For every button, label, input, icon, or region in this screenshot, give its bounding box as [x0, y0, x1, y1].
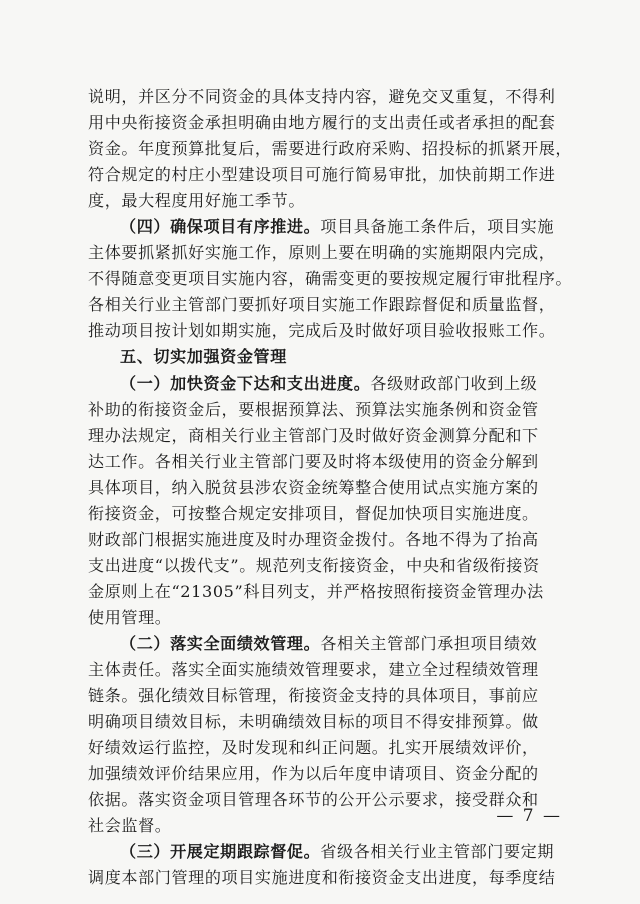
body-text: 各相关行业主管部门要抓好项目实施工作跟踪督促和质量监督， [88, 295, 556, 315]
text-line [88, 344, 586, 370]
body-text: 明确项目绩效目标，未明确绩效目标的项目不得安排预算。做 [88, 712, 539, 732]
body-text: 符合规定的村庄小型建设项目可施行简易审批，加快前期工作进 [88, 165, 556, 185]
text-line [88, 162, 586, 188]
body-text: 各相关主管部门承担项目绩效 [320, 633, 538, 653]
body-text: 社会监督。 [88, 816, 172, 836]
text-line [88, 839, 586, 865]
subsection-title: （一）加快资金下达和支出进度。 [120, 373, 371, 393]
body-text: 主体要抓紧抓好实施工作，原则上要在明确的实施期限内完成， [88, 243, 556, 263]
body-text: 具体项目，纳入脱贫县涉农资金统筹整合使用试点实施方案的 [88, 477, 539, 497]
subsection-title: （四）确保项目有序推进。 [120, 217, 321, 237]
text-line [88, 605, 586, 631]
text-line [88, 371, 586, 397]
text-line [88, 214, 586, 240]
text-line [88, 631, 586, 657]
subsection-title: （二）落实全面绩效管理。 [120, 633, 321, 653]
body-text: 各级财政部门收到上级 [370, 373, 538, 393]
text-line [88, 318, 586, 344]
body-text: 使用管理。 [88, 607, 172, 627]
body-text: 链条。强化绩效目标管理，衔接资金支持的具体项目，事前应 [88, 686, 539, 706]
body-text: 项目具备施工条件后，项目实施 [320, 217, 555, 237]
body-text: 支出进度“以拨代支”。规范列支衔接资金，中央和省级衔接资 [88, 555, 540, 575]
text-line [88, 397, 586, 423]
body-text: 主体责任。落实全面实施绩效管理要求，建立全过程绩效管理 [88, 660, 539, 680]
document-body [88, 84, 586, 891]
body-text: 资金。年度预算批复后，需要进行政府采购、招投标的抓紧开展， [88, 139, 573, 159]
body-text: 补助的衔接资金后，要根据预算法、预算法实施条例和资金管 [88, 399, 539, 419]
body-text: 好绩效运行监控，及时发现和纠正问题。扎实开展绩效评价， [88, 738, 539, 758]
body-text: 依据。落实资金项目管理各环节的公开公示要求，接受群众和 [88, 790, 539, 810]
page-number: — 7 — [496, 806, 562, 826]
body-text: 用中央衔接资金承担明确由地方履行的支出责任或者承担的配套 [88, 113, 556, 133]
body-text: 不得随意变更项目实施内容，确需变更的要按规定履行审批程序。 [88, 269, 573, 289]
section-heading: 五、切实加强资金管理 [120, 347, 287, 367]
text-line [88, 709, 586, 735]
text-line [88, 527, 586, 553]
text-line [88, 657, 586, 683]
text-line [88, 449, 586, 475]
text-line [88, 136, 586, 162]
body-text: 推动项目按计划如期实施，完成后及时做好项目验收报账工作。 [88, 321, 556, 341]
text-line [88, 761, 586, 787]
text-line [88, 266, 586, 292]
text-line [88, 735, 586, 761]
text-line [88, 553, 586, 579]
text-line [88, 84, 586, 110]
text-line [88, 292, 586, 318]
body-text: 调度本部门管理的项目实施进度和衔接资金支出进度，每季度结 [88, 868, 556, 888]
text-line [88, 865, 586, 891]
body-text: 省级各相关行业主管部门要定期 [320, 842, 555, 862]
text-line [88, 110, 586, 136]
body-text: 金原则上在“21305”科目列支，并严格按照衔接资金管理办法 [88, 581, 544, 601]
body-text: 衔接资金，可按整合规定安排项目，督促加快项目实施进度。 [88, 503, 539, 523]
body-text: 加强绩效评价结果应用，作为以后年度申请项目、资金分配的 [88, 764, 539, 784]
text-line [88, 683, 586, 709]
text-line [88, 501, 586, 527]
subsection-title: （三）开展定期跟踪督促。 [120, 842, 321, 862]
body-text: 度，最大程度用好施工季节。 [88, 191, 306, 211]
body-text: 达工作。各相关行业主管部门要及时将本级使用的资金分解到 [88, 451, 539, 471]
body-text: 说明，并区分不同资金的具体支持内容，避免交叉重复，不得利 [88, 87, 556, 106]
text-line [88, 423, 586, 449]
text-line [88, 475, 586, 501]
text-line [88, 579, 586, 605]
body-text: 理办法规定，商相关行业主管部门及时做好资金测算分配和下 [88, 425, 539, 445]
body-text: 财政部门根据实施进度及时办理资金拨付。各地不得为了抬高 [88, 529, 539, 549]
text-line [88, 240, 586, 266]
text-line [88, 188, 586, 214]
